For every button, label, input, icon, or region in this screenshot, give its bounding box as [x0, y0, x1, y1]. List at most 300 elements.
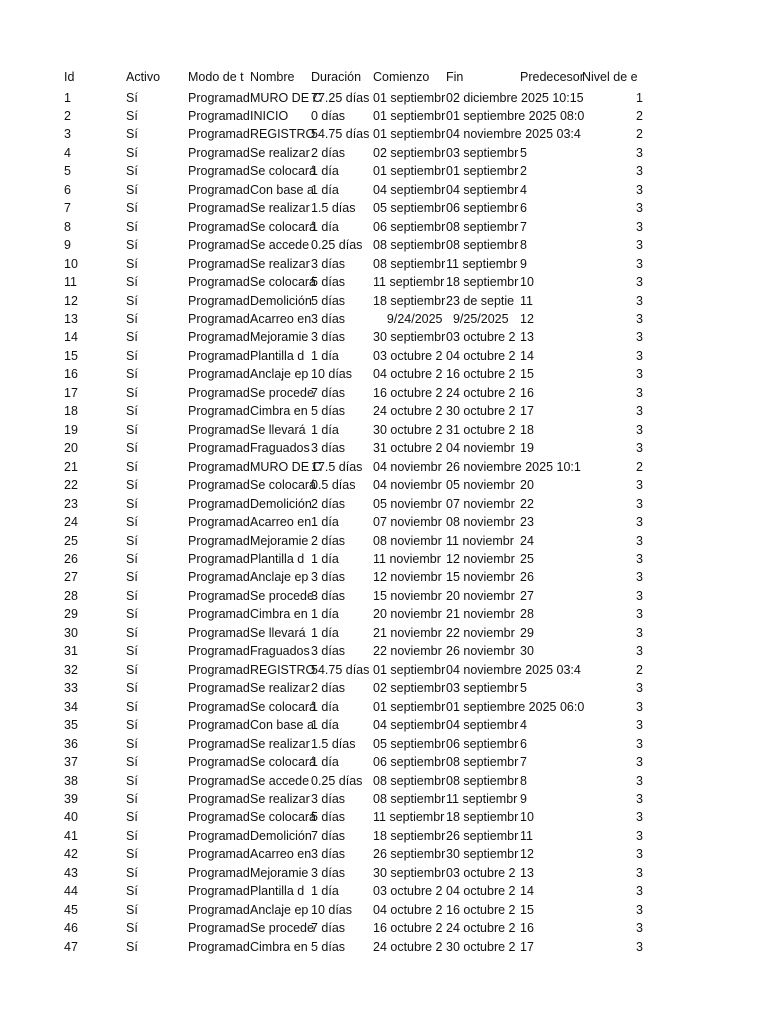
task-activo: Sí	[126, 902, 138, 917]
task-nivel: 3	[636, 644, 643, 659]
task-nombre: MURO DE C	[250, 90, 322, 105]
task-nivel: 2	[636, 459, 643, 474]
task-fin: 15 noviembr	[446, 570, 515, 585]
task-fin: 04 noviembr	[446, 441, 515, 456]
task-id: 31	[64, 644, 78, 659]
task-predecesoras: 20	[520, 478, 534, 493]
task-activo: Sí	[126, 847, 138, 862]
table-row	[0, 181, 768, 199]
task-nombre: Mejoramie	[250, 330, 309, 345]
task-duracion: 2 días	[311, 681, 346, 696]
task-activo: Sí	[126, 736, 138, 751]
task-nombre: Se colocará	[250, 219, 317, 234]
task-id: 32	[64, 662, 78, 677]
task-predecesoras: 7	[520, 219, 527, 234]
task-modo: Programad	[188, 847, 250, 862]
task-fin: 04 noviembre 2025 03:4	[446, 662, 581, 677]
task-comienzo: 03 octubre 2	[373, 348, 443, 363]
table-row	[0, 144, 768, 162]
task-nivel: 3	[636, 681, 643, 696]
task-id: 5	[64, 164, 71, 179]
task-duracion: 3 días	[311, 312, 346, 327]
task-nivel: 3	[636, 182, 643, 197]
task-comienzo: 06 septiembr	[373, 755, 446, 770]
task-activo: Sí	[126, 367, 138, 382]
task-comienzo: 01 septiembr	[373, 164, 446, 179]
header-predecesoras: Predecesor	[520, 70, 584, 84]
task-nivel: 3	[636, 238, 643, 253]
task-predecesoras: 4	[520, 718, 527, 733]
task-nombre: Con base a	[250, 718, 314, 733]
task-activo: Sí	[126, 127, 138, 142]
task-fin: 26 noviembr	[446, 644, 515, 659]
task-activo: Sí	[126, 312, 138, 327]
task-id: 9	[64, 238, 71, 253]
table-row	[0, 605, 768, 623]
task-fin: 20 noviembr	[446, 588, 515, 603]
task-nombre: Se procede	[250, 588, 314, 603]
task-id: 35	[64, 718, 78, 733]
task-activo: Sí	[126, 791, 138, 806]
task-comienzo: 05 noviembr	[373, 496, 442, 511]
task-fin: 08 septiembr	[446, 755, 519, 770]
task-modo: Programad	[188, 736, 250, 751]
task-nombre: Se realizar	[250, 791, 310, 806]
task-fin: 04 septiembr	[446, 182, 519, 197]
task-nombre: Cimbra en	[250, 607, 308, 622]
task-id: 43	[64, 865, 78, 880]
task-fin: 08 noviembr	[446, 515, 515, 530]
task-nivel: 3	[636, 736, 643, 751]
table-row	[0, 402, 768, 420]
table-row	[0, 587, 768, 605]
task-fin: 04 octubre 2	[446, 348, 516, 363]
task-modo: Programad	[188, 902, 250, 917]
task-nivel: 3	[636, 625, 643, 640]
task-nombre: Fraguados	[250, 441, 310, 456]
task-predecesoras: 19	[520, 441, 534, 456]
task-nombre: Se realizar	[250, 681, 310, 696]
task-id: 28	[64, 588, 78, 603]
task-duracion: 2 días	[311, 533, 346, 548]
task-id: 40	[64, 810, 78, 825]
task-activo: Sí	[126, 441, 138, 456]
task-comienzo: 08 septiembr	[373, 256, 446, 271]
task-predecesoras: 25	[520, 552, 534, 566]
task-fin: 21 noviembr	[446, 607, 515, 622]
task-activo: Sí	[126, 625, 138, 640]
task-id: 38	[64, 773, 78, 788]
task-modo: Programad	[188, 201, 250, 216]
task-activo: Sí	[126, 422, 138, 437]
task-duracion: 7 días	[311, 921, 346, 936]
task-nombre: Acarreo en	[250, 515, 312, 530]
task-activo: Sí	[126, 681, 138, 696]
task-comienzo: 08 septiembr	[373, 238, 446, 253]
task-nombre: Se realizar	[250, 736, 310, 751]
task-comienzo: 12 noviembr	[373, 570, 442, 585]
task-fin: 07 noviembr	[446, 496, 515, 511]
task-nivel: 3	[636, 478, 643, 493]
task-nivel: 3	[636, 902, 643, 917]
task-id: 26	[64, 552, 78, 566]
task-predecesoras: 10	[520, 275, 534, 290]
header-nivel: Nivel de e	[582, 70, 638, 84]
task-id: 17	[64, 385, 78, 400]
task-nivel: 3	[636, 275, 643, 290]
task-fin: 23 de septie	[446, 293, 515, 308]
task-duracion: 7 días	[311, 385, 346, 400]
task-predecesoras: 16	[520, 385, 534, 400]
table-row	[0, 919, 768, 937]
task-nivel: 3	[636, 588, 643, 603]
task-nombre: Se realizar	[250, 256, 310, 271]
task-id: 10	[64, 256, 78, 271]
task-nivel: 3	[636, 201, 643, 216]
task-activo: Sí	[126, 256, 138, 271]
task-id: 23	[64, 496, 78, 511]
task-predecesoras: 11	[520, 293, 533, 308]
table-row	[0, 89, 768, 107]
table-row	[0, 421, 768, 439]
task-fin: 16 octubre 2	[446, 902, 516, 917]
task-id: 11	[64, 275, 77, 290]
task-fin: 31 octubre 2	[446, 422, 516, 437]
task-nivel: 3	[636, 515, 643, 530]
task-fin: 04 noviembre 2025 03:4	[446, 127, 581, 142]
task-modo: Programad	[188, 773, 250, 788]
task-duracion: 77.25 días	[311, 90, 370, 105]
task-modo: Programad	[188, 515, 250, 530]
task-nivel: 3	[636, 810, 643, 825]
task-comienzo: 26 septiembr	[373, 847, 446, 862]
task-nombre: INICIO	[250, 108, 289, 123]
table-row	[0, 495, 768, 513]
task-predecesoras: 4	[520, 182, 527, 197]
task-modo: Programad	[188, 312, 250, 327]
task-activo: Sí	[126, 348, 138, 363]
task-comienzo: 24 octubre 2	[373, 404, 443, 419]
task-modo: Programad	[188, 348, 250, 363]
task-activo: Sí	[126, 293, 138, 308]
task-comienzo: 18 septiembr	[373, 828, 446, 843]
task-nivel: 3	[636, 219, 643, 234]
task-comienzo: 11 septiembr	[373, 275, 445, 290]
task-fin: 06 septiembr	[446, 201, 519, 216]
task-activo: Sí	[126, 921, 138, 936]
task-comienzo: 31 octubre 2	[373, 441, 443, 456]
table-row	[0, 439, 768, 457]
task-id: 44	[64, 884, 78, 899]
task-comienzo: 30 octubre 2	[373, 422, 443, 437]
table-row	[0, 107, 768, 125]
table-row	[0, 882, 768, 900]
task-id: 2	[64, 108, 71, 123]
task-comienzo: 22 noviembr	[373, 644, 442, 659]
task-predecesoras: 13	[520, 330, 534, 345]
task-nivel: 3	[636, 164, 643, 179]
table-row	[0, 550, 768, 568]
task-id: 25	[64, 533, 78, 548]
task-comienzo: 01 septiembr	[373, 108, 446, 123]
task-predecesoras: 27	[520, 588, 534, 603]
table-row	[0, 679, 768, 697]
task-activo: Sí	[126, 496, 138, 511]
task-activo: Sí	[126, 662, 138, 677]
task-duracion: 1 día	[311, 884, 339, 899]
task-activo: Sí	[126, 478, 138, 493]
task-predecesoras: 24	[520, 533, 534, 548]
task-id: 42	[64, 847, 78, 862]
task-modo: Programad	[188, 275, 250, 290]
task-comienzo: 24 octubre 2	[373, 939, 443, 954]
task-nombre: Se llevará	[250, 422, 306, 437]
task-predecesoras: 8	[520, 773, 527, 788]
task-predecesoras: 17	[520, 404, 534, 419]
task-duracion: 7 días	[311, 828, 346, 843]
task-duracion: 1 día	[311, 718, 339, 733]
table-row	[0, 532, 768, 550]
table-row	[0, 698, 768, 716]
task-modo: Programad	[188, 810, 250, 825]
task-comienzo: 05 septiembr	[373, 736, 446, 751]
task-id: 19	[64, 422, 78, 437]
task-fin: 11 septiembr	[446, 256, 518, 271]
task-nivel: 3	[636, 699, 643, 714]
task-predecesoras: 17	[520, 939, 534, 954]
task-duracion: 1 día	[311, 515, 339, 530]
task-duracion: 1 día	[311, 164, 339, 179]
task-fin: 04 octubre 2	[446, 884, 516, 899]
task-predecesoras: 13	[520, 865, 534, 880]
task-nivel: 3	[636, 828, 643, 843]
task-duracion: 1.5 días	[311, 736, 356, 751]
table-row	[0, 199, 768, 217]
table-row	[0, 864, 768, 882]
table-row	[0, 938, 768, 956]
table-row	[0, 716, 768, 734]
task-comienzo: 30 septiembr	[373, 330, 446, 345]
task-duracion: 1 día	[311, 182, 339, 197]
task-comienzo: 07 noviembr	[373, 515, 442, 530]
task-activo: Sí	[126, 164, 138, 179]
task-id: 24	[64, 515, 78, 530]
header-fin: Fin	[446, 70, 464, 84]
task-id: 33	[64, 681, 78, 696]
task-nombre: Demolición	[250, 293, 312, 308]
task-id: 16	[64, 367, 78, 382]
task-modo: Programad	[188, 330, 250, 345]
task-predecesoras: 22	[520, 496, 534, 511]
task-duracion: 1 día	[311, 422, 339, 437]
task-fin: 04 septiembr	[446, 718, 519, 733]
task-fin: 03 octubre 2	[446, 330, 516, 345]
task-fin: 05 noviembr	[446, 478, 515, 493]
task-nivel: 3	[636, 312, 643, 327]
task-duracion: 0.25 días	[311, 238, 363, 253]
task-nivel: 3	[636, 404, 643, 419]
task-modo: Programad	[188, 828, 250, 843]
task-nivel: 3	[636, 718, 643, 733]
task-activo: Sí	[126, 201, 138, 216]
task-nombre: Se colocará	[250, 755, 317, 770]
task-duracion: 0.5 días	[311, 478, 356, 493]
task-nombre: Mejoramie	[250, 533, 309, 548]
task-activo: Sí	[126, 699, 138, 714]
task-predecesoras: 29	[520, 625, 534, 640]
task-duracion: 3 días	[311, 865, 346, 880]
task-comienzo: 11 noviembr	[373, 552, 441, 566]
task-modo: Programad	[188, 385, 250, 400]
task-nombre: Anclaje ep	[250, 367, 309, 382]
task-nombre: Acarreo en	[250, 312, 312, 327]
task-comienzo: 04 octubre 2	[373, 902, 443, 917]
task-comienzo: 04 septiembr	[373, 718, 446, 733]
task-duracion: 5 días	[311, 810, 346, 825]
task-comienzo: 30 septiembr	[373, 865, 446, 880]
task-fin: 12 noviembr	[446, 552, 515, 566]
table-row	[0, 310, 768, 328]
task-nivel: 3	[636, 755, 643, 770]
task-predecesoras: 14	[520, 348, 534, 363]
task-comienzo: 06 septiembr	[373, 219, 446, 234]
task-duracion: 0 días	[311, 108, 346, 123]
header-comienzo: Comienzo	[373, 70, 430, 84]
task-activo: Sí	[126, 884, 138, 899]
task-nombre: Plantilla d	[250, 884, 305, 899]
task-modo: Programad	[188, 791, 250, 806]
task-duracion: 54.75 días	[311, 662, 370, 677]
task-activo: Sí	[126, 404, 138, 419]
task-duracion: 5 días	[311, 939, 346, 954]
task-nivel: 3	[636, 533, 643, 548]
task-activo: Sí	[126, 533, 138, 548]
task-id: 3	[64, 127, 71, 142]
task-predecesoras: 28	[520, 607, 534, 622]
task-activo: Sí	[126, 459, 138, 474]
task-predecesoras: 18	[520, 422, 534, 437]
task-predecesoras: 26	[520, 570, 534, 585]
task-modo: Programad	[188, 552, 250, 566]
task-id: 47	[64, 939, 78, 954]
task-comienzo: 01 septiembr	[373, 699, 446, 714]
task-modo: Programad	[188, 108, 250, 123]
task-duracion: 3 días	[311, 441, 346, 456]
task-activo: Sí	[126, 90, 138, 105]
task-nombre: Cimbra en	[250, 939, 308, 954]
task-id: 37	[64, 755, 78, 770]
task-nivel: 3	[636, 939, 643, 954]
task-nombre: Anclaje ep	[250, 902, 309, 917]
task-nombre: Se procede	[250, 921, 314, 936]
table-row	[0, 162, 768, 180]
task-id: 14	[64, 330, 78, 345]
task-predecesoras: 15	[520, 367, 534, 382]
task-duracion: 1 día	[311, 348, 339, 363]
task-nombre: Plantilla d	[250, 348, 305, 363]
task-activo: Sí	[126, 865, 138, 880]
task-nombre: Se procede	[250, 385, 314, 400]
task-nivel: 2	[636, 108, 643, 123]
task-nombre: Anclaje ep	[250, 570, 309, 585]
table-row	[0, 292, 768, 310]
task-modo: Programad	[188, 884, 250, 899]
task-duracion: 1 día	[311, 607, 339, 622]
table-row	[0, 827, 768, 845]
task-modo: Programad	[188, 607, 250, 622]
task-nombre: Se accede	[250, 773, 310, 788]
task-nombre: Fraguados	[250, 644, 310, 659]
task-comienzo: 01 septiembr	[373, 662, 446, 677]
task-fin: 06 septiembr	[446, 736, 519, 751]
table-row	[0, 513, 768, 531]
task-nombre: Acarreo en	[250, 847, 312, 862]
task-nivel: 3	[636, 884, 643, 899]
task-fin: 01 septiembr	[446, 164, 519, 179]
task-id: 1	[64, 90, 71, 105]
task-duracion: 5 días	[311, 404, 346, 419]
task-comienzo: 15 noviembr	[373, 588, 442, 603]
task-modo: Programad	[188, 533, 250, 548]
task-id: 36	[64, 736, 78, 751]
task-id: 22	[64, 478, 78, 493]
task-nivel: 3	[636, 256, 643, 271]
task-fin: 11 septiembr	[446, 791, 518, 806]
task-nombre: Se colocará	[250, 275, 317, 290]
task-comienzo: 08 noviembr	[373, 533, 442, 548]
task-comienzo: 18 septiembr	[373, 293, 446, 308]
task-duracion: 1 día	[311, 755, 339, 770]
table-row	[0, 365, 768, 383]
task-duracion: 3 días	[311, 330, 346, 345]
task-comienzo: 20 noviembr	[373, 607, 442, 622]
task-comienzo: 21 noviembr	[373, 625, 442, 640]
task-fin: 9/25/2025	[446, 312, 509, 327]
task-nivel: 1	[636, 90, 643, 105]
task-nombre: Con base a	[250, 182, 314, 197]
task-id: 29	[64, 607, 78, 622]
task-fin: 03 octubre 2	[446, 865, 516, 880]
header-activo: Activo	[126, 70, 161, 84]
task-predecesoras: 8	[520, 238, 527, 253]
task-modo: Programad	[188, 921, 250, 936]
task-predecesoras: 5	[520, 681, 527, 696]
task-nombre: REGISTRO	[250, 662, 316, 677]
table-row	[0, 790, 768, 808]
header-modo: Modo de t	[188, 70, 244, 84]
table-row	[0, 661, 768, 679]
task-nivel: 3	[636, 367, 643, 382]
task-id: 7	[64, 201, 71, 216]
task-activo: Sí	[126, 182, 138, 197]
task-comienzo: 01 septiembr	[373, 90, 446, 105]
task-comienzo: 04 noviembr	[373, 478, 442, 493]
task-duracion: 1 día	[311, 699, 339, 714]
task-id: 12	[64, 293, 78, 308]
task-nivel: 3	[636, 607, 643, 622]
task-comienzo: 04 septiembr	[373, 182, 446, 197]
task-activo: Sí	[126, 238, 138, 253]
task-activo: Sí	[126, 108, 138, 123]
task-predecesoras: 30	[520, 644, 534, 659]
task-duracion: 3 días	[311, 570, 346, 585]
task-id: 6	[64, 182, 71, 197]
task-nivel: 3	[636, 921, 643, 936]
task-nombre: Cimbra en	[250, 404, 308, 419]
task-predecesoras: 7	[520, 755, 527, 770]
task-fin: 26 noviembre 2025 10:1	[446, 459, 581, 474]
task-activo: Sí	[126, 755, 138, 770]
